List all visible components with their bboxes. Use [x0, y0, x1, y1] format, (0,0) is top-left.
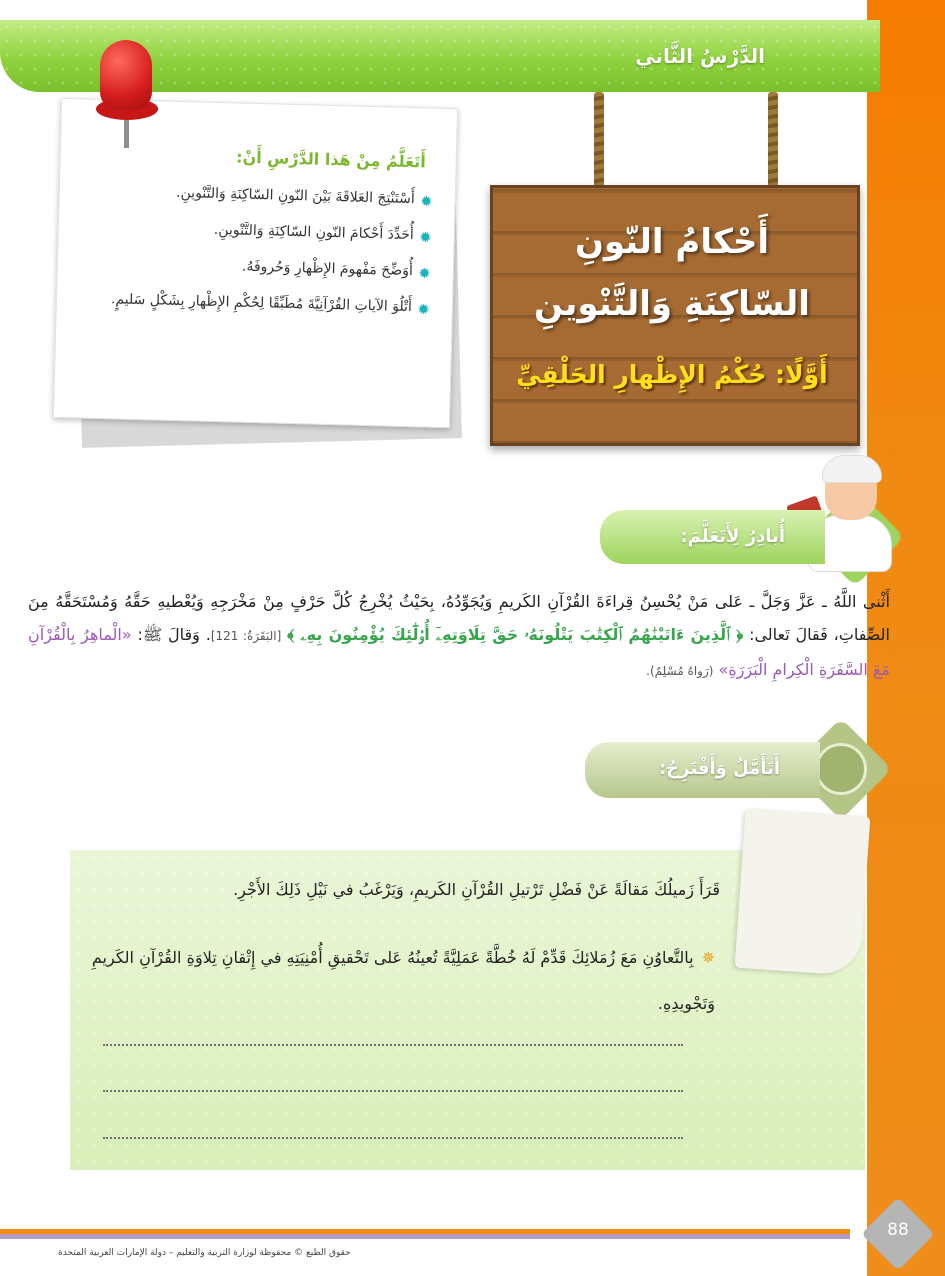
telescope-icon	[815, 743, 867, 795]
list-item: ✹ أُحَدِّدَ أَحْكامَ النّونِ السّاكِنَةِ وَالتَّنْوينِ.	[213, 221, 432, 247]
list-item: ✹ أُوَضِّحَ مَفْهومَ الإِظْهارِ وَحُروفَهُ.	[241, 258, 432, 283]
star-bullet-icon: ✵	[701, 948, 715, 967]
bullet-icon: ✹	[417, 264, 432, 283]
intro-paragraph: أَثْنى اللَّهُ ـ عَزَّ وَجَلَّ ـ عَلى مَنْ يُحْسِنُ قِراءَةَ القُرْآنِ الكَريمِ وَيُجَوِّدُهُ، بِحَيْثُ يُخْرِجُ كُلَّ حَرْفٍ مِنْ مَخْرَجِهِ وَيُعْطيهِ حَقَّهُ وَمُسْتَحَقَّهُ مِنَ الصِّفاتِ، فَقالَ تَعالى: ﴿ ٱلَّذِينَ ءَاتَيْنَٰهُمُ ٱلْكِتَٰبَ يَتْلُونَهُۥ حَقَّ تِلَاوَتِهِۦٓ أُو۟لَٰٓئِكَ يُؤْمِنُونَ بِهِۦ ﴾ [البَقَرَةُ: 121]. وَقالَ ﷺ: «الْماهِرُ بِالْقُرْآنِ مَعَ السَّفَرَةِ الْكِرامِ الْبَرَرَةِ» (رَواهُ مُسْلِمٌ).	[28, 592, 891, 679]
bullet-icon: ✹	[417, 300, 431, 319]
boy-cap-icon	[822, 455, 882, 483]
list-item: ✹ أَسْتَنْتِجَ العَلاقَةَ بَيْنَ النّونِ السّاكِنَةِ وَالتَّنْوينِ.	[175, 184, 433, 211]
answer-line[interactable]	[103, 1137, 683, 1139]
list-item: ✹ أَتْلُوَ الآياتِ القُرْآنِيَّةَ مُطَبِّقًا لِحُكْمِ الإِظْهارِ بِشَكْلٍ سَليمٍ.	[110, 291, 431, 319]
hadith-reference: (رَواهُ مُسْلِمٌ).	[646, 664, 714, 678]
activity-prompt: قَرَأَ زَميلُكَ مَقالَةً عَنْ فَضْلِ تَرْتيلِ القُرْآنِ الكَريمِ، وَيَرْغَبُ في نَيْلِ ذَلِكَ الأَجْرِ.	[233, 880, 720, 899]
pushpin-icon	[100, 40, 152, 110]
section-tab-initiate: أُبادِرُ لِأَتَعَلَّمَ:	[600, 510, 825, 564]
section-tab-reflect: أَتَأَمَّلُ وَأَقْتَرِحُ:	[585, 742, 820, 798]
quran-verse: ﴿ ٱلَّذِينَ ءَاتَيْنَٰهُمُ ٱلْكِتَٰبَ يَتْلُونَهُۥ حَقَّ تِلَاوَتِهِۦٓ أُو۟لَٰٓئِكَ يُؤْمِنُونَ بِهِۦ ﴾	[287, 625, 744, 644]
objectives-list	[89, 180, 433, 333]
objectives-title: أَتَعَلَّمُ مِنْ هَذا الدَّرْسِ أَنْ:	[235, 147, 426, 172]
page-title-line2: السّاكِنَةِ وَالتَّنْوينِ	[534, 284, 810, 324]
bullet-icon: ✹	[419, 192, 433, 211]
section-subtitle: أَوَّلًا: حُكْمُ الإِظْهارِ الحَلْقِيِّ	[516, 360, 828, 389]
footer-rule-purple	[0, 1234, 850, 1239]
page-number: 88	[887, 1220, 909, 1240]
page-title-line1: أَحْكامُ النّونِ	[574, 222, 770, 262]
bullet-icon: ✹	[418, 228, 432, 247]
verse-reference: [البَقَرَةُ: 121]	[210, 629, 282, 643]
paper-curl	[735, 808, 871, 976]
answer-line[interactable]	[103, 1044, 683, 1046]
lesson-label: الدَّرْسُ الثَّاني	[635, 44, 765, 68]
copyright-notice: حقوق الطبع © محفوظة لوزارة التربية والتعليم – دولة الإمارات العربية المتحدة	[58, 1248, 351, 1258]
activity-task: ✵بِالتَّعاوُنِ مَعَ زُمَلائِكَ قَدِّمْ لَهُ خُطَّةً عَمَلِيَّةً تُعينُهُ عَلى تَحْقيقِ أُمْنِيَتِهِ في إِتْقانِ تِلاوَةِ القُرْآنِ الكَريمِ وَتَجْويدِهِ.	[91, 948, 715, 1013]
pushpin-needle	[124, 118, 129, 148]
rope-right	[768, 92, 778, 187]
hadith-text: «الْماهِرُ بِالْقُرْآنِ مَعَ السَّفَرَةِ الْكِرامِ الْبَرَرَةِ»	[28, 625, 890, 679]
objectives-note	[53, 98, 458, 428]
rope-left	[594, 92, 604, 187]
answer-line[interactable]	[103, 1090, 683, 1092]
